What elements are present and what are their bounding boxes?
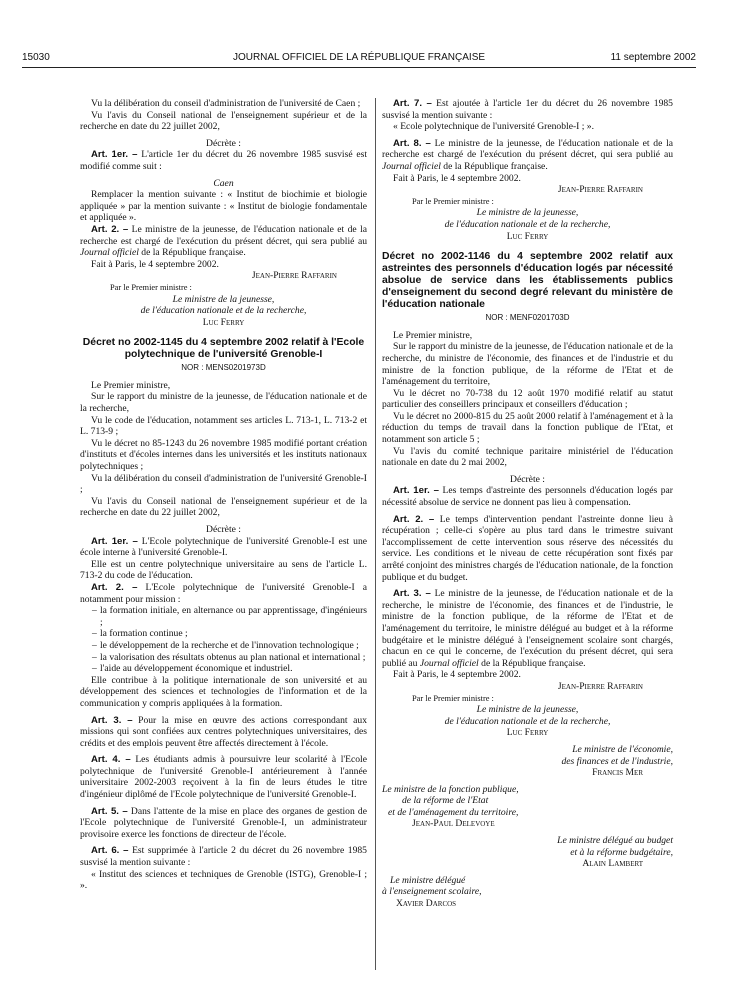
article-text: L'Ecole polytechnique de l'université Grenoble-I a notamment pour mission :: [80, 581, 367, 605]
article-label: Art. 7. –: [393, 98, 432, 109]
fait-a-paris: Fait à Paris, le 4 septembre 2002.: [393, 669, 521, 681]
article-text: L'Ecole polytechnique de l'université Grenoble-I est une école interne à l'université Grenoble-I.: [80, 535, 368, 559]
paragraph: Vu l'avis du Conseil national de l'enseignement supérieur et de la recherche en date du 22 juillet 2002,: [80, 109, 367, 133]
minister-title: à l'enseignement scolaire,: [382, 886, 482, 898]
article: [80, 149, 367, 172]
journal-officiel-ref: Journal officiel: [80, 247, 139, 259]
article: [80, 845, 367, 868]
article-text: Pour la mise en œuvre des actions correspondant aux missions qui sont confiées aux centres polytechniques universitaires, des crédits et des emplois peuvent être affectés directement à l'école.: [80, 714, 367, 749]
minister-title: et à la réforme budgétaire,: [570, 846, 673, 858]
list-item: – le développement de la recherche et de l'innovation technologique ;: [80, 640, 367, 652]
article: [80, 715, 367, 750]
minister-title: de l'éducation nationale et de la recherche,: [444, 715, 611, 727]
right-column: [382, 98, 673, 910]
article-text: Est ajoutée à l'article 1er du décret du 26 novembre 1985 susvisé la mention suivante :: [382, 98, 673, 121]
article: [382, 588, 673, 669]
minister-name: Xavier Darcos: [396, 898, 457, 910]
article-text: L'article 1er du décret du 26 novembre 1985 susvisé est modifié comme suit :: [80, 149, 367, 172]
list-item: – l'aide au développement économique et industriel.: [80, 663, 367, 675]
par-le-premier-ministre: Par le Premier ministre :: [412, 196, 494, 206]
article-text: Est supprimée à l'article 2 du décret du 26 novembre 1985 susvisé la mention suivante :: [80, 845, 367, 869]
paragraph: Elle est un centre polytechnique universitaire au sens de l'article L. 713-2 du code de l'éducation.: [80, 558, 367, 582]
paragraph: Vu le code de l'éducation, notamment ses articles L. 713-1, L. 713-2 et L. 713-9 ;: [80, 414, 367, 438]
article: [382, 514, 673, 584]
journal-officiel-ref: Journal officiel: [419, 657, 479, 669]
article-label: Art. 4. –: [91, 754, 131, 766]
issue-date: 11 septembre 2002: [610, 52, 696, 63]
paragraph: Le Premier ministre,: [393, 329, 473, 341]
article-text: Les temps d'astreinte des personnels d'éducation logés par nécessité absolue de service ne donnent pas lieu à compensation.: [382, 485, 674, 509]
par-le-premier-ministre: Par le Premier ministre :: [412, 693, 494, 703]
article-label: Art. 1er. –: [91, 535, 138, 547]
article: [80, 806, 367, 841]
fait-a-paris: Fait à Paris, le 4 septembre 2002.: [393, 172, 521, 184]
paragraph: Elle contribue à la politique internationale de son université et au développement des sciences et technologies de l'information et de la communication y compris appliquées à la formation.: [80, 674, 367, 709]
article: [80, 536, 367, 559]
article-text: Dans l'attente de la mise en place des organes de gestion de l'Ecole polytechnique de l'université Grenoble-I, un administrateur provisoire exerce les fonctions de directeur de l'école.: [80, 805, 367, 840]
paragraph: Vu l'avis du comité technique paritaire ministériel de l'éducation nationale en date du 2 mai 2002,: [382, 445, 673, 469]
paragraph: Sur le rapport du ministre de la jeunesse, de l'éducation nationale et de la recherche,: [80, 391, 367, 415]
left-column: [80, 98, 367, 892]
paragraph: Vu le décret no 70-738 du 12 août 1970 modifié relatif au statut particulier des conseillers principaux et conseillers d'éducation ;: [382, 387, 673, 411]
signature: Jean-Pierre Raffarin: [557, 184, 643, 196]
subheading-caen: Caen: [213, 177, 234, 189]
article-text: de la République française.: [443, 160, 548, 172]
minister-name: Francis Mer: [592, 767, 643, 779]
article-label: Art. 1er. –: [393, 485, 439, 497]
article-text: Les étudiants admis à poursuivre leur scolarité à l'Ecole polytechnique de l'université Grenoble-I antérieurement à l'année universitaire 2002-2003 reçoivent à la fin de leurs études le titre d'ingénieur diplômé de l'Ecole polytechnique de l'université Grenoble-I.: [80, 754, 367, 801]
paragraph: Vu le décret no 85-1243 du 26 novembre 1985 modifié portant création d'instituts et d'écoles internes dans les universités et les instituts nationaux polytechniques ;: [80, 437, 367, 473]
article: [80, 224, 367, 259]
paragraph: Remplacer la mention suivante : « Institut de biochimie et biologie appliquée » par la mention suivante : « Institut de biologie fondamentale et appliquée ».: [80, 189, 367, 224]
minister-name: Jean-Paul Delevoye: [412, 818, 495, 830]
article-text: Le ministre de la jeunesse, de l'éducation nationale et de la recherche est chargé de l'exécution du présent décret, qui sera publié au: [80, 223, 367, 247]
paragraph: Le Premier ministre,: [91, 379, 171, 391]
article: [382, 98, 673, 121]
decrete-heading: Décrète :: [206, 137, 241, 149]
list-item: – la formation continue ;: [80, 628, 367, 640]
decrete-heading: Décrète :: [510, 473, 545, 485]
article: [80, 582, 367, 605]
minister-title: de la réforme de l'Etat: [402, 795, 489, 807]
decree-title: Décret no 2002-1146 du 4 septembre 2002 relatif aux astreintes des personnels d'éducation logés par nécessité absolue de service dans les établissements publics d'enseignement du second degré relevant du ministère de l'éducation nationale: [382, 251, 673, 311]
page-header: [22, 52, 696, 68]
article-label: Art. 8. –: [393, 137, 431, 149]
article-label: Art. 3. –: [91, 714, 133, 726]
signature: Jean-Pierre Raffarin: [557, 680, 643, 692]
minister-title: de l'éducation nationale et de la recherche,: [140, 305, 307, 317]
minister-name: Alain Lambert: [582, 858, 643, 870]
par-le-premier-ministre: Par le Premier ministre :: [110, 282, 192, 292]
article-text: Le ministre de la jeunesse, de l'éducation nationale et de la recherche est chargé de l'exécution du présent décret, qui sera publié au: [382, 137, 673, 161]
article-text: Le temps d'intervention pendant l'astreinte donne lieu à récupération ; celle-ci s'opère au plus tard dans le trimestre suivant l'accomplissement de cette intervention sous réserve des nécessités du service. Les conditions et le niveau de cette récupération sont fixés par arrêté conjoint des ministres chargés de l'éducation nationale, de la fonction publique et du budget.: [382, 513, 673, 583]
minister-title: Le ministre délégué au budget: [557, 835, 673, 847]
minister-title: Le ministre délégué: [390, 874, 466, 886]
article-text: Le ministre de la jeunesse, de l'éducation nationale et de la recherche, le ministre de l'économie, des finances et de l'industrie, le ministre de la fonction publique, de la réforme de l'Etat et de l'aménagement du territoire, le ministre délégué au budget et à la réforme budgétaire et le ministre délégué à l'enseignement scolaire sont chargés, chacun en ce qui le concerne, de l'exécution du présent décret, qui sera publié au: [382, 588, 673, 669]
article-label: Art. 2. –: [91, 223, 129, 235]
article: [382, 485, 673, 508]
article-label: Art. 2. –: [91, 581, 138, 593]
paragraph: Vu le décret no 2000-815 du 25 août 2000 relatif à l'aménagement et à la réduction du temps de travail dans la fonction publique de l'Etat, et notamment son article 5 ;: [382, 410, 673, 446]
mission-list: [80, 605, 367, 675]
minister-name: Luc Ferry: [506, 727, 549, 739]
minister-title: Le ministre de la jeunesse,: [476, 207, 579, 219]
minister-title: Le ministre de l'économie,: [572, 743, 673, 755]
list-item: – la valorisation des résultats obtenus au plan national et international ;: [80, 652, 367, 664]
article-label: Art. 1er. –: [91, 149, 138, 161]
paragraph: Vu la délibération du conseil d'administration de l'université Grenoble-I ;: [80, 472, 367, 496]
article: [382, 138, 673, 173]
minister-title: des finances et de l'industrie,: [561, 755, 673, 767]
article-text: de la République française.: [481, 657, 586, 669]
page-number: 15030: [22, 52, 50, 63]
paragraph: Vu la délibération du conseil d'administration de l'université de Caen ;: [91, 98, 361, 109]
decrete-heading: Décrète :: [206, 524, 241, 535]
paragraph: Sur le rapport du ministre de la jeunesse, de l'éducation nationale et de la recherche, du ministre de l'économie, des finances et de l'industrie et du ministre de la fonction publique, de la réforme de l'Etat et de l'aménagement du territoire,: [382, 341, 673, 388]
article-label: Art. 2. –: [393, 513, 435, 525]
decree-title: Décret no 2002-1145 du 4 septembre 2002 relatif à l'Ecole polytechnique de l'université Grenoble-I: [82, 337, 365, 361]
minister-title: et de l'aménagement du territoire,: [388, 806, 519, 818]
minister-title: Le ministre de la jeunesse,: [172, 293, 275, 305]
minister-title: Le ministre de la jeunesse,: [476, 704, 579, 716]
article-label: Art. 3. –: [393, 588, 431, 600]
paragraph: « Institut des sciences et techniques de Grenoble (ISTG), Grenoble-I ; ».: [80, 868, 367, 892]
fait-a-paris: Fait à Paris, le 4 septembre 2002.: [91, 258, 219, 270]
article-text: de la République française.: [141, 247, 246, 259]
article: [80, 754, 367, 800]
journal-title: JOURNAL OFFICIEL DE LA RÉPUBLIQUE FRANÇAISE: [232, 52, 486, 63]
minister-name: Luc Ferry: [202, 316, 245, 328]
header-rule: [22, 67, 696, 68]
nor-reference: NOR : MENS0201973D: [181, 363, 266, 373]
article-label: Art. 5. –: [91, 805, 128, 817]
nor-reference: NOR : MENF0201703D: [485, 313, 570, 323]
paragraph: Vu l'avis du Conseil national de l'enseignement supérieur et de la recherche en date du 22 juillet 2002,: [80, 495, 367, 519]
journal-officiel-ref: Journal officiel: [382, 160, 441, 172]
signature: Jean-Pierre Raffarin: [251, 270, 337, 282]
minister-title: Le ministre de la fonction publique,: [382, 783, 519, 795]
article-label: Art. 6. –: [91, 845, 129, 857]
minister-name: Luc Ferry: [506, 230, 549, 242]
minister-title: de l'éducation nationale et de la recherche,: [444, 218, 611, 230]
column-divider: [375, 98, 376, 970]
paragraph: « Ecole polytechnique de l'université Grenoble-I ; ».: [393, 121, 595, 133]
list-item: – la formation initiale, en alternance ou par apprentissage, d'ingénieurs ;: [80, 605, 367, 628]
